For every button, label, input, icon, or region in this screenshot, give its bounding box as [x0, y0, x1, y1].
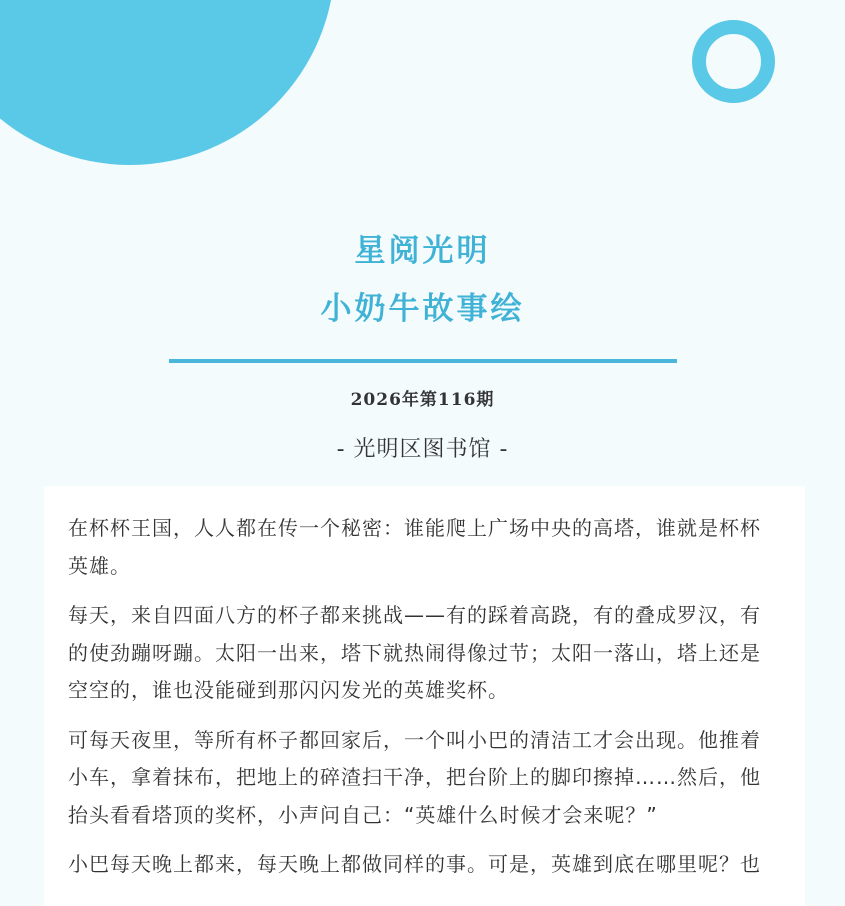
story-paragraph: 每天，来自四面八方的杯子都来挑战——有的踩着高跷，有的叠成罗汉，有的使劲蹦呀蹦。太阳一出来，塔下就热闹得像过节；太阳一落山，塔上还是空空的，谁也没能碰到那闪闪发光的英雄奖杯。 [68, 603, 761, 702]
story-series-subtitle: 小奶牛故事绘 [320, 291, 525, 327]
story-paragraph: 在杯杯王国，人人都在传一个秘密：谁能爬上广场中央的高塔，谁就是杯杯英雄。 [68, 516, 761, 578]
title-divider [169, 359, 677, 363]
decorative-circle [0, 0, 335, 165]
decorative-ring [692, 20, 775, 103]
story-paragraph: 可每天夜里，等所有杯子都回家后，一个叫小巴的清洁工才会出现。他推着小车，拿着抹布，把地上的碎渣扫干净，把台阶上的脚印擦掉……然后，他抬头看看塔顶的奖杯，小声问自己：“英雄什么时候才会来呢？” [68, 727, 761, 827]
story-paragraph: 小巴每天晚上都来，每天晚上都做同样的事。可是，英雄到底在哪里呢？也 [68, 852, 761, 876]
story-card [44, 486, 805, 906]
issue-number: 2026年第116期 [350, 390, 495, 410]
series-title: 星阅光明 [354, 233, 491, 269]
library-name: - 光明区图书馆 - [336, 437, 509, 462]
page-header [0, 222, 845, 463]
